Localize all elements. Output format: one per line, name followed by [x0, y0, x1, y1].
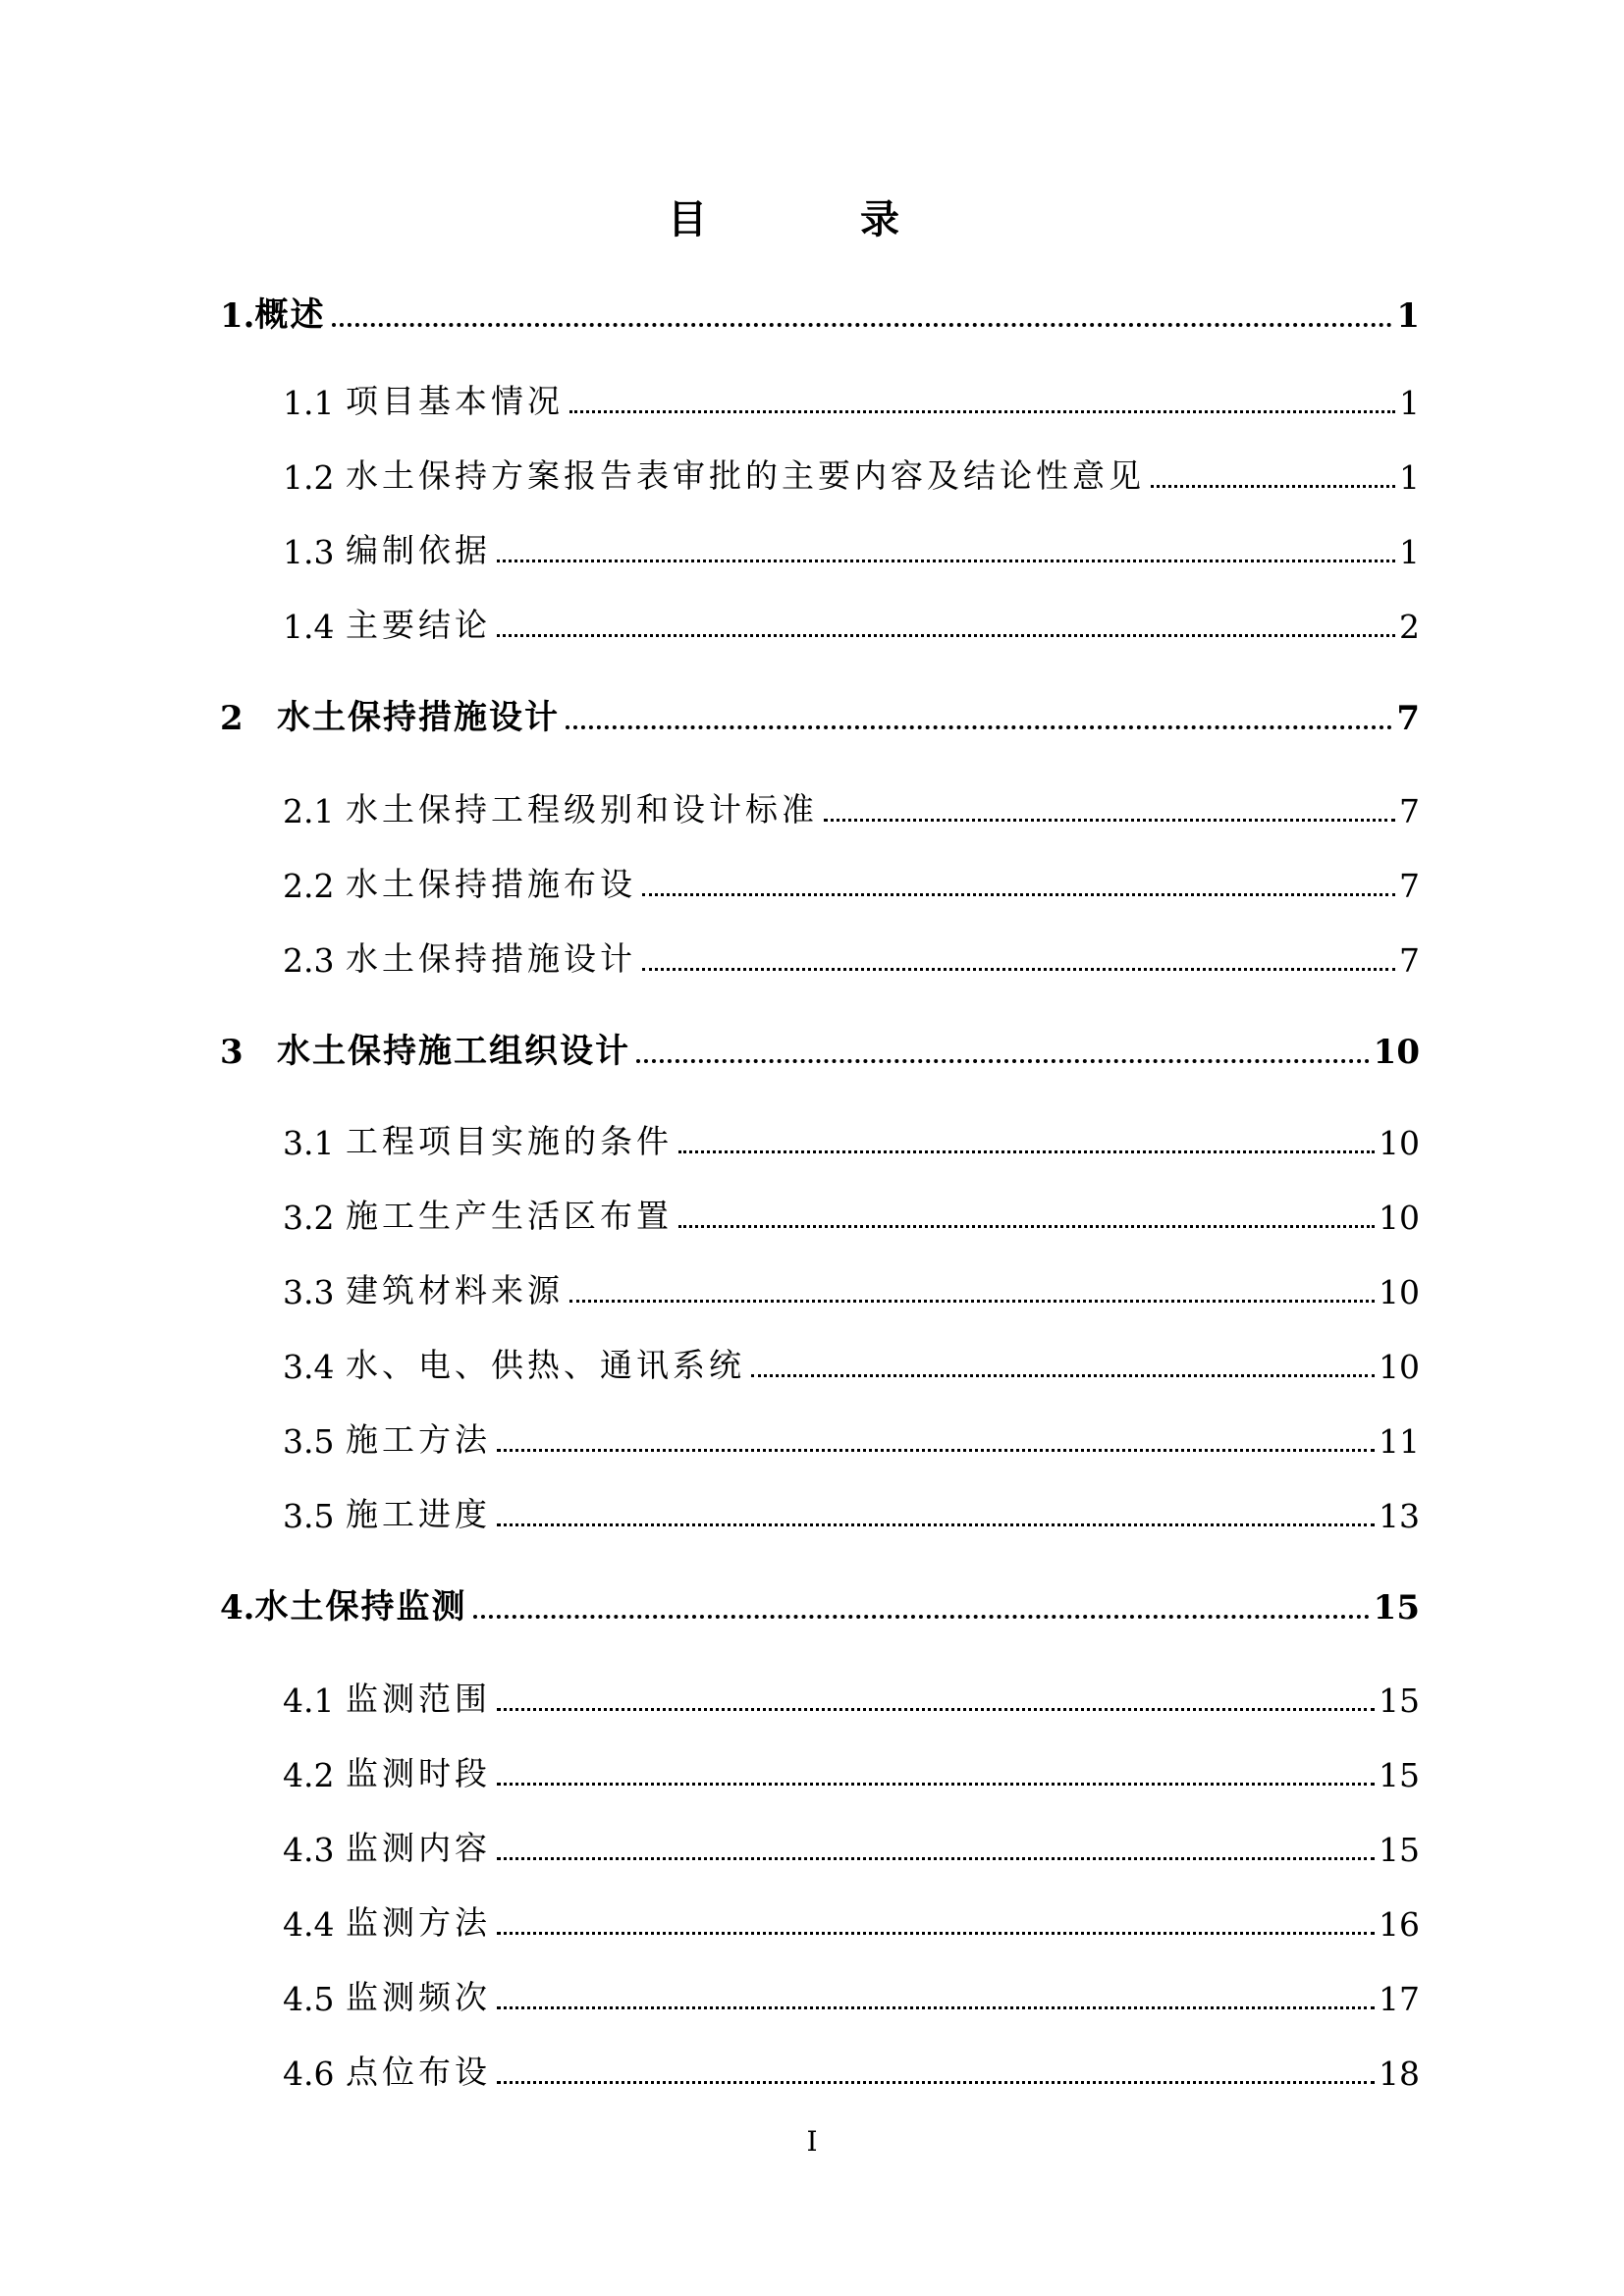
toc-section-entry[interactable] [283, 860, 1420, 905]
toc-entry-label: 概述 [254, 295, 326, 335]
toc-entry-number: 3.5 [283, 1422, 335, 1461]
toc-entry-label: 监测频次 [346, 1978, 491, 2016]
toc-entry-number: 1.4 [283, 608, 335, 646]
toc-dot-leader [569, 1300, 1375, 1303]
toc-section-entry[interactable] [283, 377, 1420, 422]
toc-entry-page: 1 [1399, 384, 1420, 422]
toc-chapter-entry[interactable] [220, 291, 1420, 336]
toc-entry-page: 15 [1373, 1588, 1420, 1628]
toc-entry-page: 1 [1399, 458, 1420, 497]
toc-entry-label: 施工生产生活区布置 [346, 1197, 673, 1235]
page-number: I [806, 2125, 818, 2158]
toc-dot-leader [497, 2006, 1375, 2009]
toc-entry-label: 监测方法 [346, 1903, 491, 1942]
toc-entry-page: 7 [1399, 867, 1420, 905]
toc-dot-leader [497, 1783, 1375, 1786]
toc-entry-page: 15 [1379, 1831, 1420, 1869]
toc-dot-leader [497, 1857, 1375, 1860]
toc-dot-leader [751, 1374, 1375, 1377]
toc-entry-page: 1 [1399, 533, 1420, 571]
toc-entry-label: 水土保持措施布设 [346, 865, 636, 903]
toc-entry-page: 10 [1379, 1124, 1420, 1162]
toc-section-entry[interactable] [283, 2048, 1420, 2093]
toc-dot-leader [636, 1059, 1370, 1063]
toc-entry-label: 水土保持方案报告表审批的主要内容及结论性意见 [346, 456, 1145, 495]
toc-dot-leader [497, 1708, 1375, 1711]
toc-entry-page: 10 [1379, 1199, 1420, 1237]
toc-entry-page: 10 [1379, 1348, 1420, 1386]
toc-entry-label: 点位布设 [346, 2053, 491, 2091]
toc-entry-number: 4.6 [283, 2055, 335, 2093]
toc-entry-number: 3.2 [283, 1199, 335, 1237]
toc-section-entry[interactable] [283, 1192, 1420, 1237]
toc-entry-page: 18 [1379, 2055, 1420, 2093]
toc-section-entry[interactable] [283, 1117, 1420, 1162]
toc-section-entry[interactable] [283, 1973, 1420, 2018]
toc-entry-number: 4.3 [283, 1831, 335, 1869]
toc-dot-leader [497, 2081, 1375, 2084]
toc-entry-page: 17 [1379, 1980, 1420, 2018]
toc-chapter-entry[interactable] [220, 693, 1420, 738]
toc-dot-leader [497, 1932, 1375, 1935]
toc-section-entry[interactable] [283, 1415, 1420, 1461]
toc-entry-label: 水土保持监测 [254, 1587, 467, 1627]
toc-section-entry[interactable] [283, 1898, 1420, 1944]
toc-entry-number: 3.5 [283, 1497, 335, 1535]
toc-entry-number: 1. [220, 296, 255, 336]
toc-entry-label: 水土保持工程级别和设计标准 [346, 790, 818, 828]
toc-entry-label: 监测内容 [346, 1829, 491, 1867]
toc-dot-leader [566, 725, 1392, 729]
toc-entry-number: 4.4 [283, 1905, 335, 1944]
toc-entry-page: 7 [1399, 941, 1420, 980]
toc-dot-leader [332, 323, 1393, 327]
toc-entry-label: 编制依据 [346, 531, 491, 569]
toc-entry-number: 4.1 [283, 1682, 335, 1720]
toc-entry-number: 2.3 [283, 941, 335, 980]
toc-entry-label: 水土保持措施设计 [346, 939, 636, 978]
toc-entry-page: 7 [1396, 699, 1420, 738]
toc-entry-page: 10 [1379, 1273, 1420, 1311]
toc-entry-page: 1 [1396, 296, 1420, 336]
toc-section-entry[interactable] [283, 601, 1420, 646]
toc-entry-label: 主要结论 [346, 606, 491, 644]
toc-entry-label: 水、电、供热、通讯系统 [346, 1346, 745, 1384]
toc-section-entry[interactable] [283, 1824, 1420, 1869]
toc-dot-leader [497, 1449, 1375, 1452]
toc-dot-leader [642, 893, 1395, 896]
toc-entry-number: 4. [220, 1588, 255, 1628]
toc-entry-number: 1.3 [283, 533, 335, 571]
toc-dot-leader [497, 634, 1395, 637]
toc-section-entry[interactable] [283, 1675, 1420, 1720]
toc-entry-number: 2.1 [283, 792, 335, 830]
toc-entry-page: 11 [1379, 1422, 1420, 1461]
toc-entry-label: 项目基本情况 [346, 382, 564, 420]
toc-dot-leader [1151, 485, 1395, 488]
toc-entry-number: 2.2 [283, 867, 335, 905]
toc-entry-label: 监测时段 [346, 1754, 491, 1792]
toc-dot-leader [642, 968, 1395, 971]
toc-entry-label: 监测范围 [346, 1680, 491, 1718]
toc-section-entry[interactable] [283, 526, 1420, 571]
toc-section-entry[interactable] [283, 1490, 1420, 1535]
toc-title: 目 录 [668, 196, 956, 242]
toc-dot-leader [473, 1615, 1370, 1619]
toc-dot-leader [497, 1523, 1375, 1526]
toc-entry-page: 15 [1379, 1682, 1420, 1720]
toc-entry-page: 16 [1379, 1905, 1420, 1944]
toc-dot-leader [569, 410, 1395, 413]
toc-section-entry[interactable] [283, 1266, 1420, 1311]
toc-entry-label: 施工进度 [346, 1495, 491, 1533]
toc-entry-number: 2 [220, 699, 244, 738]
toc-dot-leader [678, 1225, 1375, 1228]
toc-entry-page: 13 [1379, 1497, 1420, 1535]
toc-entry-number: 3.3 [283, 1273, 335, 1311]
toc-dot-leader [497, 560, 1395, 562]
toc-entry-number: 3 [220, 1033, 244, 1072]
toc-entry-page: 7 [1399, 792, 1420, 830]
toc-entry-page: 15 [1379, 1756, 1420, 1794]
toc-entry-label: 工程项目实施的条件 [346, 1122, 673, 1160]
toc-section-entry[interactable] [283, 785, 1420, 830]
toc-section-entry[interactable] [283, 452, 1420, 497]
toc-entry-number: 4.2 [283, 1756, 335, 1794]
toc-chapter-entry[interactable] [220, 1582, 1420, 1628]
toc-dot-leader [678, 1150, 1375, 1153]
toc-entry-number: 1.1 [283, 384, 335, 422]
toc-entry-label: 水土保持施工组织设计 [277, 1032, 630, 1071]
toc-entry-label: 施工方法 [346, 1420, 491, 1459]
toc-section-entry[interactable] [283, 1341, 1420, 1386]
toc-dot-leader [824, 819, 1395, 822]
toc-entry-label: 水土保持措施设计 [277, 698, 560, 737]
toc-entry-number: 4.5 [283, 1980, 335, 2018]
toc-chapter-entry[interactable] [220, 1027, 1420, 1072]
toc-entry-page: 10 [1373, 1033, 1420, 1072]
toc-entry-number: 3.1 [283, 1124, 335, 1162]
toc-section-entry[interactable] [283, 1749, 1420, 1794]
toc-entry-label: 建筑材料来源 [346, 1271, 564, 1309]
toc-section-entry[interactable] [283, 934, 1420, 980]
toc-entry-number: 1.2 [283, 458, 335, 497]
toc-entry-number: 3.4 [283, 1348, 335, 1386]
toc-entry-page: 2 [1399, 608, 1420, 646]
